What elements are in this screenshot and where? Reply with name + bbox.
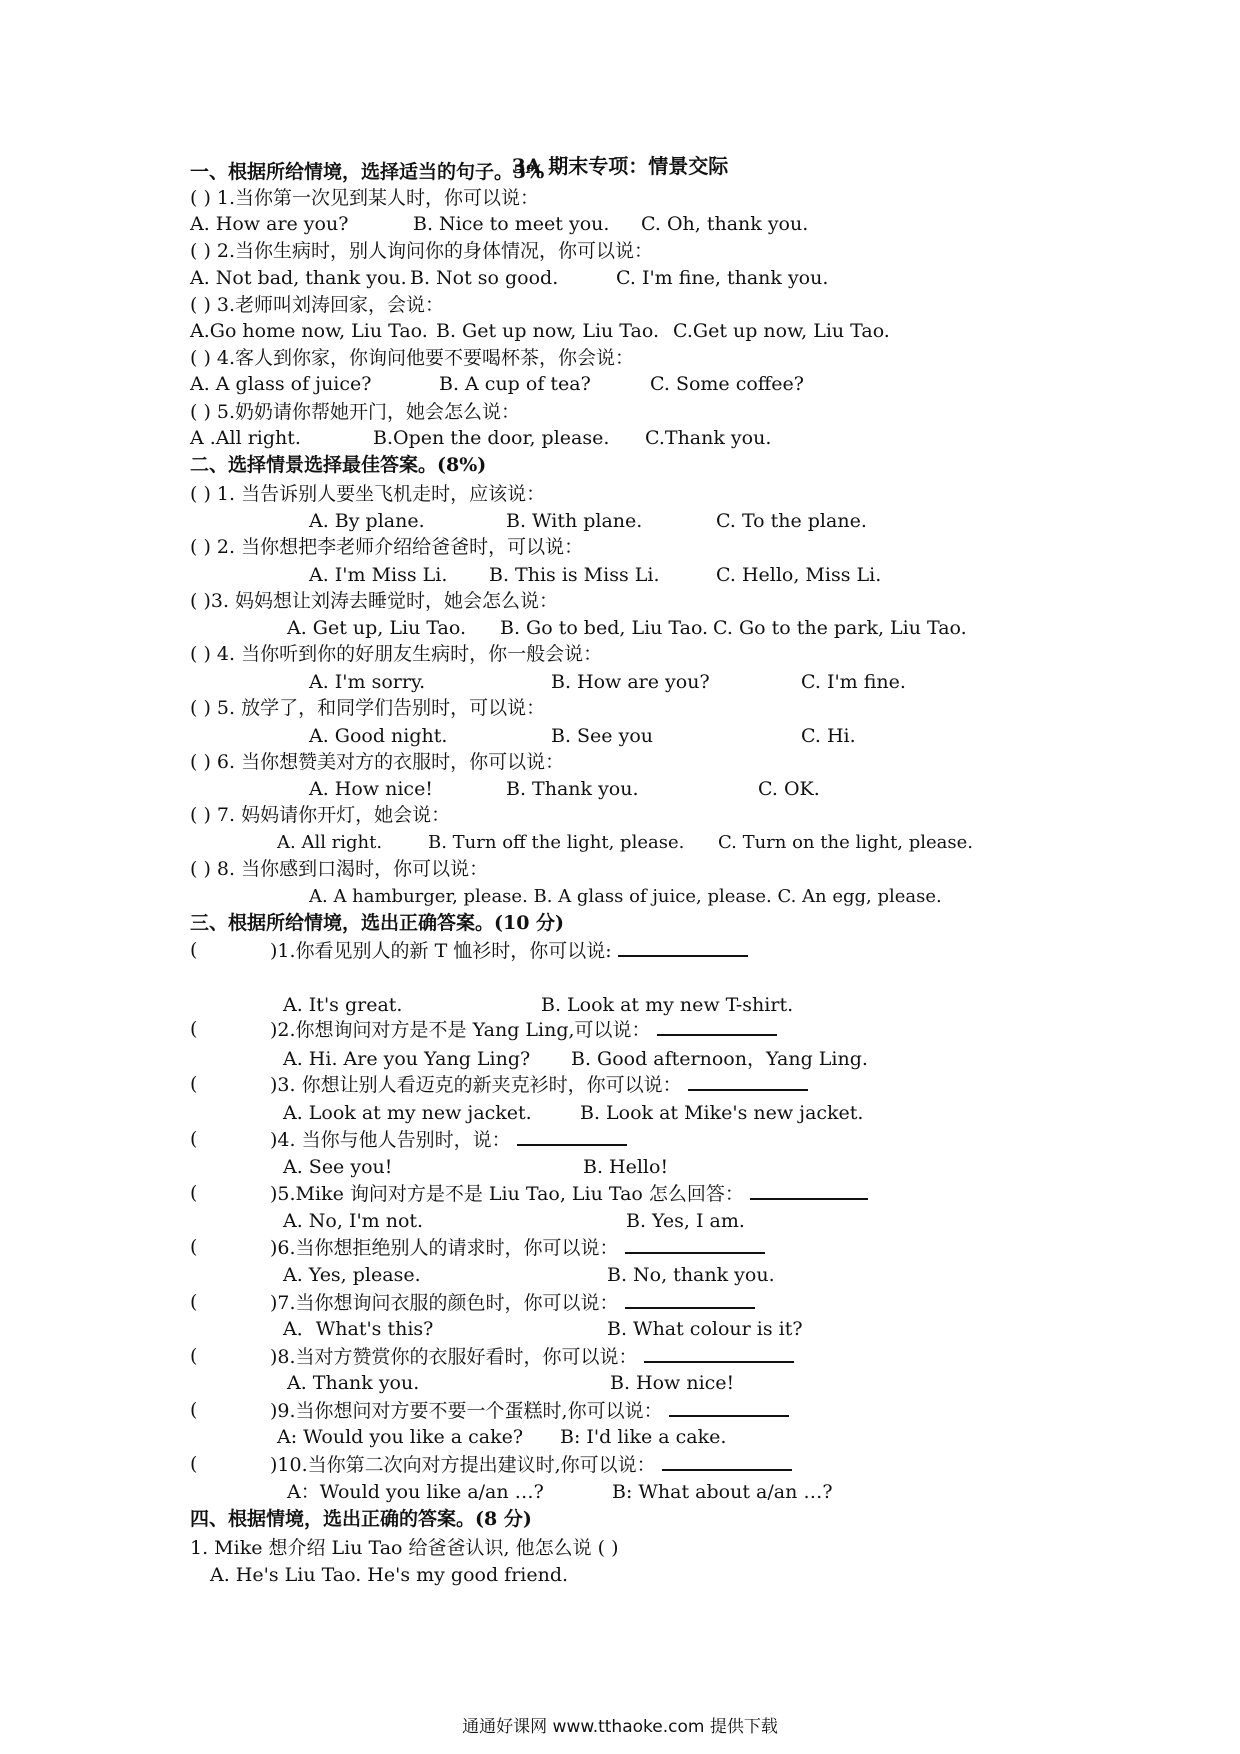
s2-q6-a: A. How nice! — [309, 778, 433, 800]
s3-q3-paren: ( — [190, 1073, 198, 1095]
s3-q4-paren: ( — [190, 1128, 198, 1150]
s3-q3-stem — [270, 1071, 808, 1098]
section-3-heading: 三、根据所给情境，选出正确答案。(10 分) — [190, 912, 565, 934]
s2-q7-b: B. Turn off the light, please. — [428, 832, 685, 853]
s2-q3-c: C. Go to the park, Liu Tao. — [713, 617, 967, 639]
s3-q4-text: )4. 当你与他人告别时，说： — [270, 1129, 511, 1151]
s3-q3-text: )3. 你想让别人看迈克的新夹克衫时，你可以说： — [270, 1074, 682, 1096]
s3-q6-paren: ( — [190, 1236, 198, 1258]
s1-q1-stem: ( ) 1.当你第一次见到某人时，你可以说： — [190, 187, 540, 209]
s2-q7-c: C. Turn on the light, please. — [718, 832, 974, 853]
s3-q1-text: )1.你看见别人的新 T 恤衫时，你可以说: — [270, 940, 612, 962]
answer-blank[interactable] — [618, 937, 748, 957]
s1-q2-stem: ( ) 2.当你生病时，别人询问你的身体情况，你可以说： — [190, 240, 654, 262]
answer-blank[interactable] — [625, 1234, 765, 1254]
s3-q1-stem — [270, 937, 748, 964]
footer-credit: 通通好课网 www.tthaoke.com 提供下载 — [462, 1717, 778, 1737]
s3-q6-a: A. Yes, please. — [283, 1264, 421, 1286]
s1-q4-stem: ( ) 4.客人到你家，你询问他要不要喝杯茶，你会说： — [190, 347, 635, 369]
s3-q8-a: A. Thank you. — [287, 1372, 420, 1394]
s2-q5-c: C. Hi. — [801, 725, 856, 747]
s2-q6-stem: ( ) 6. 当你想赞美对方的衣服时，你可以说： — [190, 751, 565, 773]
s3-q5-a: A. No, I'm not. — [283, 1210, 424, 1232]
s2-q5-a: A. Good night. — [309, 725, 448, 747]
s1-q4-c: C. Some coffee? — [650, 373, 804, 395]
answer-blank[interactable] — [625, 1289, 755, 1309]
s3-q6-stem — [270, 1234, 765, 1261]
s1-q2-b: B. Not so good. — [410, 267, 559, 289]
s1-q3-stem: ( ) 3.老师叫刘涛回家，会说： — [190, 294, 445, 316]
s3-q4-b: B. Hello! — [583, 1156, 669, 1178]
s2-q2-stem: ( ) 2. 当你想把李老师介绍给爸爸时，可以说： — [190, 536, 584, 558]
answer-blank[interactable] — [657, 1016, 777, 1036]
answer-blank[interactable] — [644, 1343, 794, 1363]
s2-q8-options: A. A hamburger, please. B. A glass of juice, please. C. An egg, please. — [309, 886, 942, 907]
s3-q2-a: A. Hi. Are you Yang Ling? — [283, 1048, 531, 1070]
s2-q6-c: C. OK. — [758, 778, 820, 800]
s3-q4-a: A. See you! — [283, 1156, 393, 1178]
s3-q5-b: B. Yes, I am. — [626, 1210, 745, 1232]
s1-q5-c: C.Thank you. — [645, 427, 772, 449]
s3-q9-text: )9.当你想问对方要不要一个蛋糕时,你可以说： — [270, 1400, 663, 1422]
s2-q7-a: A. All right. — [277, 832, 383, 853]
s3-q1-b: B. Look at my new T-shirt. — [541, 994, 794, 1016]
s2-q3-a: A. Get up, Liu Tao. — [287, 617, 467, 639]
s1-q2-a: A. Not bad, thank you. — [190, 267, 407, 289]
s3-q3-a: A. Look at my new jacket. — [283, 1102, 532, 1124]
answer-blank[interactable] — [662, 1451, 792, 1471]
s3-q9-paren: ( — [190, 1399, 198, 1421]
s3-q8-paren: ( — [190, 1345, 198, 1367]
s2-q4-a: A. I'm sorry. — [309, 671, 426, 693]
s2-q4-b: B. How are you? — [551, 671, 710, 693]
s3-q6-b: B. No, thank you. — [607, 1264, 775, 1286]
s2-q1-b: B. With plane. — [506, 510, 643, 532]
s1-q5-a: A .All right. — [190, 427, 301, 449]
s4-q1-stem: 1. Mike 想介绍 Liu Tao 给爸爸认识, 他怎么说 ( ) — [190, 1537, 619, 1559]
s2-q6-b: B. Thank you. — [506, 778, 639, 800]
s3-q10-text: )10.当你第二次向对方提出建议时,你可以说： — [270, 1454, 656, 1476]
s3-q7-text: )7.当你想询问衣服的颜色时，你可以说： — [270, 1292, 619, 1314]
s2-q8-stem: ( ) 8. 当你感到口渴时，你可以说： — [190, 858, 489, 880]
s3-q9-a: A: Would you like a cake? — [277, 1426, 524, 1448]
s3-q9-b: B: I'd like a cake. — [560, 1426, 727, 1448]
s1-q3-c: C.Get up now, Liu Tao. — [673, 320, 890, 342]
s3-q10-stem — [270, 1451, 792, 1478]
s3-q6-text: )6.当你想拒绝别人的请求时，你可以说： — [270, 1237, 619, 1259]
s1-q1-c: C. Oh, thank you. — [641, 213, 809, 235]
s3-q9-stem — [270, 1397, 789, 1424]
s3-q1-paren: ( — [190, 939, 198, 961]
answer-blank[interactable] — [688, 1071, 808, 1091]
s3-q7-a: A．What's this? — [283, 1318, 434, 1340]
s1-q1-a: A. How are you? — [190, 213, 349, 235]
s3-q10-b: B: What about a/an …? — [612, 1481, 833, 1503]
s1-q1-b: B. Nice to meet you. — [413, 213, 610, 235]
s4-q1-a: A. He's Liu Tao. He's my good friend. — [210, 1564, 569, 1586]
s2-q2-c: C. Hello, Miss Li. — [716, 564, 882, 586]
s3-q2-b: B. Good afternoon，Yang Ling. — [571, 1048, 868, 1070]
s3-q3-b: B. Look at Mike's new jacket. — [580, 1102, 864, 1124]
s3-q7-b: B. What colour is it? — [607, 1318, 803, 1340]
s1-q3-a: A.Go home now, Liu Tao. — [190, 320, 428, 342]
answer-blank[interactable] — [750, 1180, 868, 1200]
page-title: 3A 期末专项：情景交际 — [511, 154, 729, 178]
s3-q7-stem — [270, 1289, 755, 1316]
s2-q2-b: B. This is Miss Li. — [489, 564, 660, 586]
s3-q5-stem — [270, 1180, 868, 1207]
s2-q2-a: A. I'm Miss Li. — [309, 564, 448, 586]
answer-blank[interactable] — [517, 1126, 627, 1146]
section-4-heading: 四、根据情境，选出正确的答案。(8 分) — [190, 1508, 532, 1530]
s3-q4-stem — [270, 1126, 627, 1153]
s1-q3-b: B. Get up now, Liu Tao. — [436, 320, 659, 342]
s3-q2-text: )2.你想询问对方是不是 Yang Ling,可以说： — [270, 1019, 651, 1041]
s2-q5-b: B. See you — [551, 725, 653, 747]
s3-q5-text: )5.Mike 询问对方是不是 Liu Tao, Liu Tao 怎么回答： — [270, 1183, 744, 1205]
s1-q4-b: B. A cup of tea? — [439, 373, 591, 395]
s3-q7-paren: ( — [190, 1291, 198, 1313]
s3-q2-stem — [270, 1016, 777, 1043]
s1-q4-a: A. A glass of juice? — [190, 373, 372, 395]
s2-q4-c: C. I'm fine. — [801, 671, 906, 693]
section-1-heading: 一、根据所给情境，选择适当的句子。5% — [190, 161, 545, 183]
s2-q1-stem: ( ) 1. 当告诉别人要坐飞机走时，应该说： — [190, 483, 546, 505]
s3-q8-text: )8.当对方赞赏你的衣服好看时，你可以说： — [270, 1346, 638, 1368]
s2-q3-stem: ( )3. 妈妈想让刘涛去睡觉时，她会怎么说： — [190, 590, 559, 612]
s3-q1-a: A. It's great. — [283, 994, 403, 1016]
section-2-heading: 二、选择情景选择最佳答案。(8%) — [190, 454, 487, 476]
s3-q5-paren: ( — [190, 1182, 198, 1204]
s1-q2-c: C. I'm fine, thank you. — [616, 267, 829, 289]
s3-q8-stem — [270, 1343, 794, 1370]
s3-q2-paren: ( — [190, 1018, 198, 1040]
s3-q10-paren: ( — [190, 1453, 198, 1475]
s2-q5-stem: ( ) 5. 放学了，和同学们告别时，可以说： — [190, 697, 546, 719]
s2-q1-c: C. To the plane. — [716, 510, 867, 532]
s1-q5-stem: ( ) 5.奶奶请你帮她开门，她会怎么说： — [190, 401, 521, 423]
s3-q10-a: A：Would you like a/an …? — [287, 1481, 544, 1503]
s3-q8-b: B. How nice! — [610, 1372, 735, 1394]
s2-q1-a: A. By plane. — [309, 510, 425, 532]
s1-q5-b: B.Open the door, please. — [373, 427, 610, 449]
s2-q4-stem: ( ) 4. 当你听到你的好朋友生病时，你一般会说： — [190, 643, 603, 665]
answer-blank[interactable] — [669, 1397, 789, 1417]
s2-q3-b: B. Go to bed, Liu Tao. — [500, 617, 709, 639]
s2-q7-stem: ( ) 7. 妈妈请你开灯，她会说： — [190, 804, 451, 826]
